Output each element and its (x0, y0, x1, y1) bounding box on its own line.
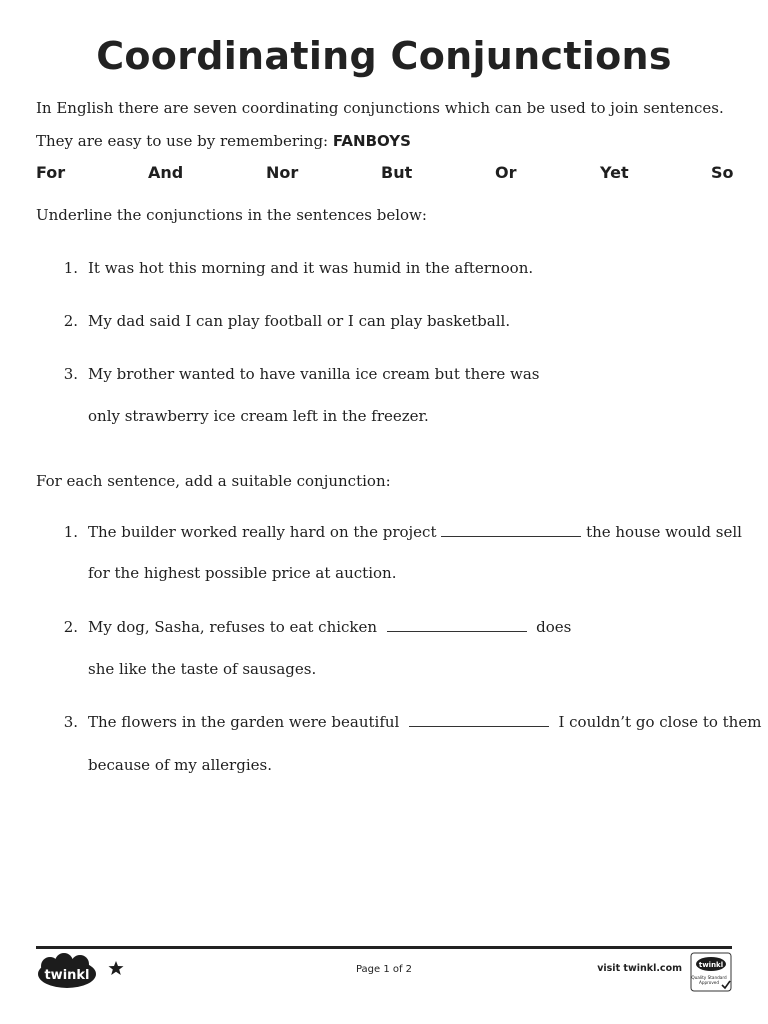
intro-line-2-text: They are easy to use by remembering: (36, 132, 333, 150)
conjunction-and: And (148, 163, 184, 182)
underline-sentence-2: My dad said I can play football or I can play basketball. (88, 312, 511, 330)
item-number: 1. (63, 259, 78, 277)
badge-wordmark: twinkl (698, 961, 724, 969)
logo-wordmark: twinkl (44, 968, 90, 983)
footer-divider (36, 946, 732, 949)
item-number: 3. (63, 713, 78, 731)
answer-blank-2[interactable] (387, 617, 527, 632)
fanboys-acronym: FANBOYS (332, 132, 411, 150)
underline-sentence-3-line-2: only strawberry ice cream left in the freezer. (88, 407, 429, 425)
fill-sentence-2-line-1 (88, 617, 571, 637)
badge-text-line-1: Quality Standard (691, 975, 727, 980)
underline-sentence-3-line-1: My brother wanted to have vanilla ice cream but there was (88, 365, 540, 383)
answer-blank-3[interactable] (409, 712, 549, 727)
fill-sentence-1-after: the house would sell (586, 523, 742, 541)
conjunction-so: So (711, 163, 734, 182)
item-number: 2. (63, 312, 78, 330)
conjunction-nor: Nor (266, 163, 299, 182)
page-number: Page 1 of 2 (355, 964, 413, 975)
item-number: 2. (63, 618, 78, 636)
fill-sentence-1-before: The builder worked really hard on the project (88, 523, 437, 541)
conjunction-yet: Yet (600, 163, 629, 182)
intro-line-2 (36, 131, 411, 151)
answer-blank-1[interactable] (441, 522, 581, 537)
fill-sentence-3-after: I couldn’t go close to them (558, 713, 762, 731)
conjunction-but: But (381, 163, 413, 182)
fill-sentence-1-line-1 (88, 522, 742, 542)
fill-sentence-2-after: does (536, 618, 572, 636)
fill-sentence-3-line-1 (88, 712, 761, 732)
underline-instruction: Underline the conjunctions in the sentences below: (36, 206, 427, 224)
fill-sentence-2-line-2: she like the taste of sausages. (88, 660, 317, 678)
visit-link[interactable]: visit twinkl.com (597, 963, 682, 974)
badge-text-line-2: Approved (698, 980, 720, 985)
underline-sentence-1: It was hot this morning and it was humid in the afternoon. (88, 259, 534, 277)
fill-sentence-1-line-2: for the highest possible price at auction. (88, 564, 397, 582)
page-title: Coordinating Conjunctions (96, 34, 672, 78)
conjunction-instruction: For each sentence, add a suitable conjunction: (36, 472, 391, 490)
intro-line-1: In English there are seven coordinating conjunctions which can be used to join sentences. (36, 99, 724, 117)
fill-sentence-3-line-2: because of my allergies. (88, 756, 272, 774)
fill-sentence-2-before: My dog, Sasha, refuses to eat chicken (88, 618, 378, 636)
item-number: 3. (63, 365, 78, 383)
item-number: 1. (63, 523, 78, 541)
conjunction-or: Or (495, 163, 517, 182)
conjunction-for: For (36, 163, 66, 182)
fill-sentence-3-before: The flowers in the garden were beautiful (88, 713, 400, 731)
quality-standard-badge (690, 952, 732, 992)
